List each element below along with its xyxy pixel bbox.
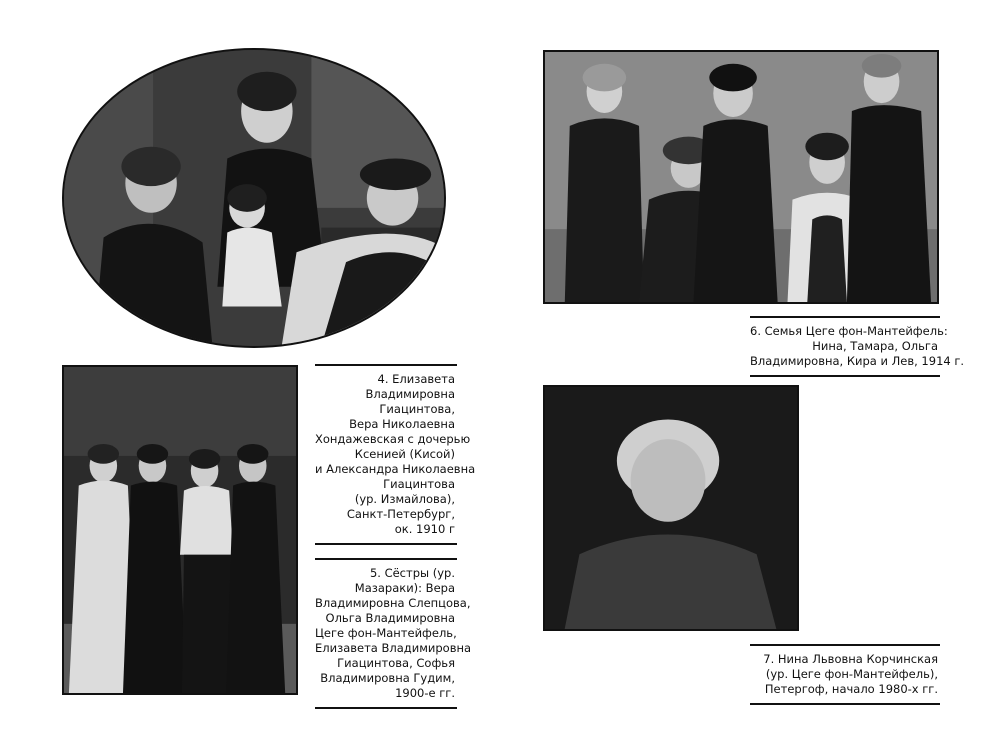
photo-7-portrait bbox=[543, 385, 799, 631]
caption-photo-5 bbox=[315, 558, 472, 709]
caption-line: и Александра Николаевна bbox=[315, 462, 476, 476]
caption-line: (ур. Измайлова), bbox=[354, 492, 455, 506]
caption-line: Гиацинтова bbox=[383, 477, 455, 491]
caption-line: 6. Семья Цеге фон-Мантейфель: bbox=[750, 324, 948, 338]
caption-line: Цеге фон-Мантейфель, bbox=[315, 626, 457, 640]
caption-line: Хондажевская с дочерью bbox=[315, 432, 471, 446]
caption-photo-6 bbox=[750, 316, 965, 377]
photo-6-image bbox=[545, 52, 937, 302]
caption-line: Владимировна bbox=[365, 387, 455, 401]
photo-6-family-group bbox=[543, 50, 939, 304]
caption-line: Гиацинтова, Софья bbox=[337, 656, 455, 670]
caption-line: Елизавета Владимировна bbox=[315, 641, 472, 655]
caption-photo-4 bbox=[315, 364, 476, 545]
caption-line: Санкт-Петербург, bbox=[346, 507, 455, 521]
caption-line: Владимировна Слепцова, bbox=[315, 596, 471, 610]
caption-line: Гиацинтова, bbox=[379, 402, 455, 416]
caption-photo-7 bbox=[750, 644, 940, 705]
caption-line: 4. Елизавета bbox=[377, 372, 455, 386]
caption-line: 7. Нина Львовна Корчинская bbox=[763, 652, 938, 666]
caption-line: Владимировна, Кира и Лев, 1914 г. bbox=[750, 354, 965, 368]
photo-7-image bbox=[545, 387, 797, 629]
caption-line: Вера Николаевна bbox=[349, 417, 455, 431]
caption-line: Ксенией (Кисой) bbox=[354, 447, 455, 461]
caption-line: Нина, Тамара, Ольга bbox=[812, 339, 938, 353]
caption-line: 1900-е гг. bbox=[395, 686, 455, 700]
photo-5-image bbox=[64, 367, 296, 693]
photo-5-sisters bbox=[62, 365, 298, 695]
caption-line: (ур. Цеге фон-Мантейфель), bbox=[765, 667, 938, 681]
caption-line: 5. Сёстры (ур. bbox=[369, 566, 455, 580]
caption-line: Петергоф, начало 1980-х гг. bbox=[764, 682, 938, 696]
caption-line: Ольга Владимировна bbox=[325, 611, 455, 625]
caption-line: Владимировна Гудим, bbox=[320, 671, 455, 685]
caption-line: Мазараки): Вера bbox=[354, 581, 455, 595]
photo-4-image bbox=[64, 50, 444, 346]
photo-4-family-oval bbox=[62, 48, 446, 348]
caption-line: ок. 1910 г bbox=[394, 522, 455, 536]
